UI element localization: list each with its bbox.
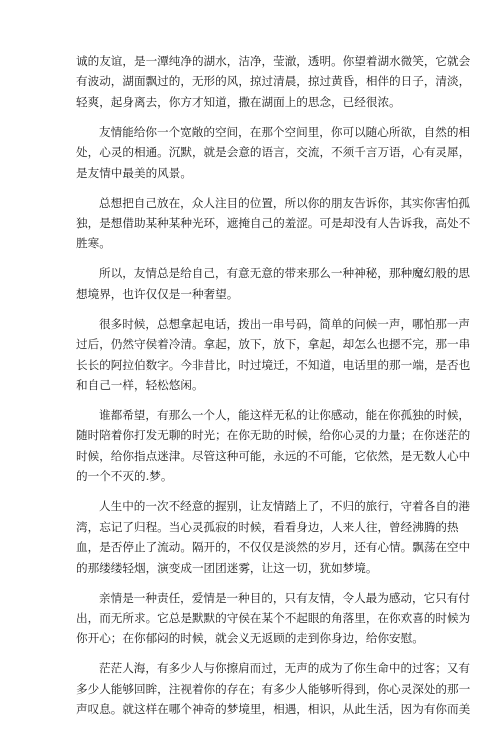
paragraph bbox=[76, 405, 471, 487]
text-line: 诚的友谊，是一潭纯净的湖水，洁净，莹澈，透明。你望着湖水微笑，它就会 bbox=[76, 54, 471, 68]
text-line: 过后，仍然守侯着冷清。拿起，放下，放下，拿起，却怎么也摁不完，那一串 bbox=[76, 337, 471, 352]
text-line: 亲情是一种责任，爱情是一种目的，只有友情，令人最为感动，它只有付 bbox=[99, 590, 471, 605]
text-line: 友情能给你一个宽敞的空间，在那个空间里，你可以随心所欲，自然的相 bbox=[99, 124, 471, 139]
text-line: 长长的阿拉伯数字。今非昔比，时过境迁，不知道，电话里的那一端，是否也 bbox=[76, 357, 471, 372]
text-line: 独，是想借助某种某种光环，遮掩自己的羞涩。可是却没有人告诉我，高处不 bbox=[76, 216, 471, 231]
paragraph bbox=[76, 122, 471, 183]
text-line: 是友情中最美的风景。 bbox=[76, 165, 192, 180]
text-line: 很多时候，总想拿起电话，拨出一串号码，简单的问候一声，哪怕那一声 bbox=[99, 316, 471, 331]
text-line: 处，心灵的相通。沉默，就是会意的语言，交流，不须千言万语，心有灵犀， bbox=[76, 145, 471, 160]
paragraph bbox=[76, 193, 471, 254]
text-line: 你开心；在你郁闷的时候，就会义无返顾的走到你身边，给你安慰。 bbox=[76, 631, 424, 646]
text-line: 所以，友情总是给自己，有意无意的带来那么一种神秘，那种魔幻般的思 bbox=[99, 266, 471, 281]
text-line: 人生中的一次不经意的握别，让友情踏上了，不归的旅行，守着各自的港 bbox=[99, 499, 471, 514]
paragraph bbox=[76, 314, 471, 396]
paragraph bbox=[76, 263, 471, 304]
text-line: 胜寒。 bbox=[76, 236, 111, 251]
text-line: 想境界，也许仅仅是一种奢望。 bbox=[76, 286, 239, 301]
paragraph bbox=[76, 588, 471, 649]
text-line: 血，是否停止了流动。隔开的，不仅仅是淡然的岁月，还有心情。飘荡在空中 bbox=[76, 540, 471, 555]
text-line: 有波动，湖面飘过的，无形的风，掠过清晨，掠过黄昏，相伴的日子，清淡， bbox=[76, 74, 471, 89]
text-line: 茫茫人海，有多少人与你擦肩而过，无声的成为了你生命中的过客；又有 bbox=[99, 661, 471, 676]
text-line: 轻爽，起身离去，你方才知道，撒在湖面上的思念，已经很浓。 bbox=[76, 94, 401, 109]
document-body bbox=[76, 51, 471, 729]
paragraph bbox=[76, 496, 471, 578]
text-line: 的一个不灭的.梦。 bbox=[76, 469, 173, 484]
text-line: 声叹息。就这样在哪个神奇的梦境里，相遇，相识，从此生活，因为有你而美 bbox=[76, 702, 471, 717]
paragraph bbox=[76, 51, 471, 112]
text-line: 的那缕缕轻烟，演变成一团团迷雾，让这一切，犹如梦境。 bbox=[76, 560, 378, 575]
paragraph bbox=[76, 658, 471, 719]
text-line: 湾，忘记了归程。当心灵孤寂的时候，看看身边，人来人往，曾经沸腾的热 bbox=[76, 519, 459, 534]
text-line: 和自己一样，轻松悠闲。 bbox=[76, 378, 204, 393]
text-line: 谁都希望，有那么一个人，能这样无私的让你感动，能在你孤独的时候， bbox=[99, 408, 471, 423]
text-line: 总想把自己放在，众人注目的位置，所以你的朋友告诉你，其实你害怕孤 bbox=[99, 195, 471, 210]
text-line: 随时陪着你打发无聊的时光；在你无助的时候，给你心灵的力量；在你迷茫的 bbox=[76, 428, 471, 443]
text-line: 出，而无所求。它总是默默的守侯在某个不起眼的角落里，在你欢喜的时候为 bbox=[76, 610, 471, 625]
text-line: 时候，给你指点迷津。尽管这种可能，永远的不可能，它依然，是无数人心中 bbox=[76, 448, 471, 463]
text-line: 多少人能够回眸，注视着你的存在；有多少人能够听得到，你心灵深处的那一 bbox=[76, 681, 471, 696]
